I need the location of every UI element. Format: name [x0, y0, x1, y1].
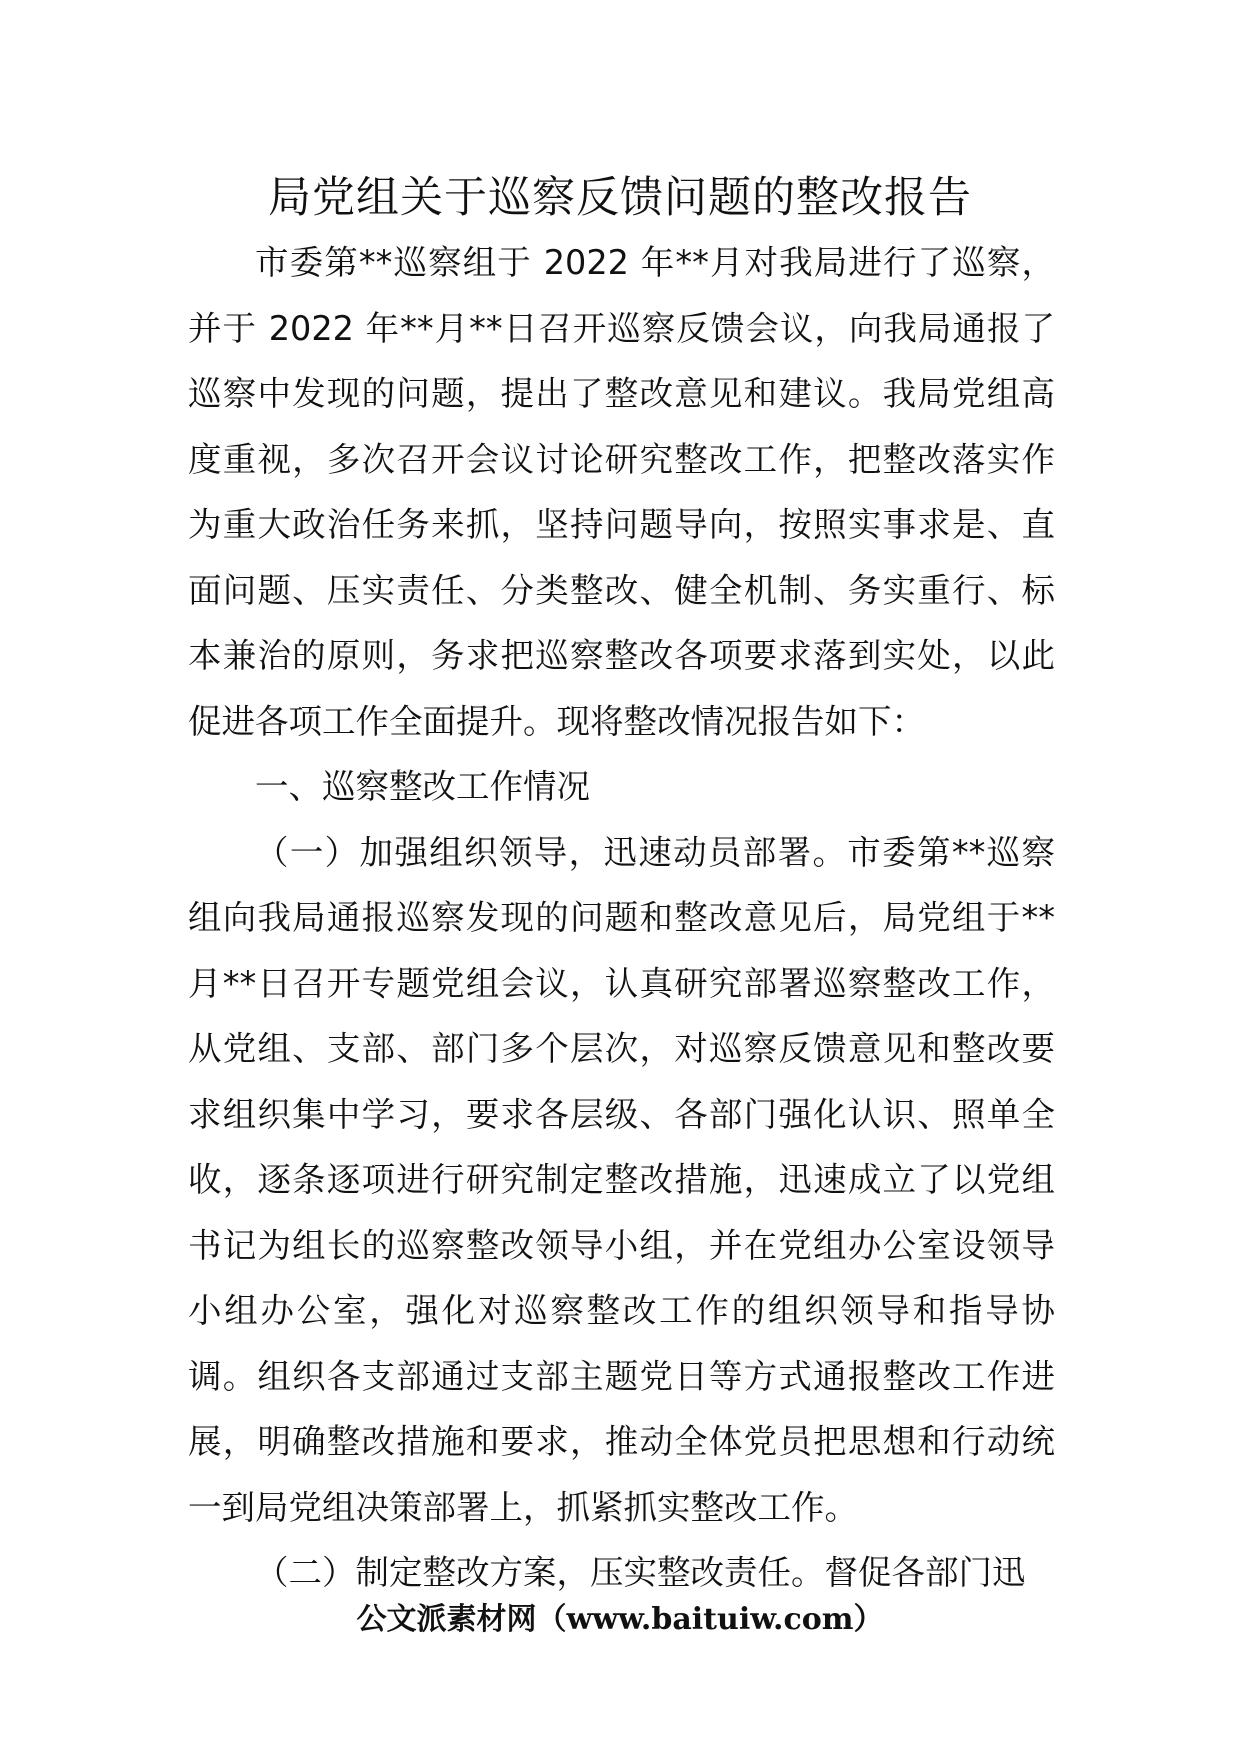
document-body: [188, 230, 1055, 1606]
subsection-paragraph-2: （二）制定整改方案，压实整改责任。督促各部门迅: [255, 1553, 1026, 1592]
subsection-paragraph-1: （一）加强组织领导，迅速动员部署。市委第**巡察组向我局通报巡察发现的问题和整改意见后，局党组于**月**日召开专题党组会议，认真研究部署巡察整改工作，从党组、支部、部门多个层次，对巡察反馈意见和整改要求组织集中学习，要求各层级、各部门强化认识、照单全收，逐条逐项进行研究制定整改措施，迅速成立了以党组书记为组长的巡察整改领导小组，并在党组办公室设领导小组办公室，强化对巡察整改工作的组织领导和指导协调。组织各支部通过支部主题党日等方式通报整改工作进展，明确整改措施和要求，推动全体党员把思想和行动统一到局党组决策部署上，抓紧抓实整改工作。: [188, 832, 1055, 1527]
footer-watermark: 公文派素材网（www.baituiw.com）: [356, 1602, 884, 1637]
document-title: 局党组关于巡察反馈问题的整改报告: [268, 173, 972, 223]
section-heading-1: 一、巡察整改工作情况: [255, 767, 590, 806]
intro-paragraph: 市委第**巡察组于 2022 年**月对我局进行了巡察，并于 2022 年**月**日召开巡察反馈会议，向我局通报了巡察中发现的问题，提出了整改意见和建议。我局党组高度重视，多次召开会议讨论研究整改工作，把整改落实作为重大政治任务来抓，坚持问题导向，按照实事求是、直面问题、压实责任、分类整改、健全机制、务实重行、标本兼治的原则，务求把巡察整改各项要求落到实处，以此促进各项工作全面提升。现将整改情况报告如下：: [188, 243, 1055, 741]
